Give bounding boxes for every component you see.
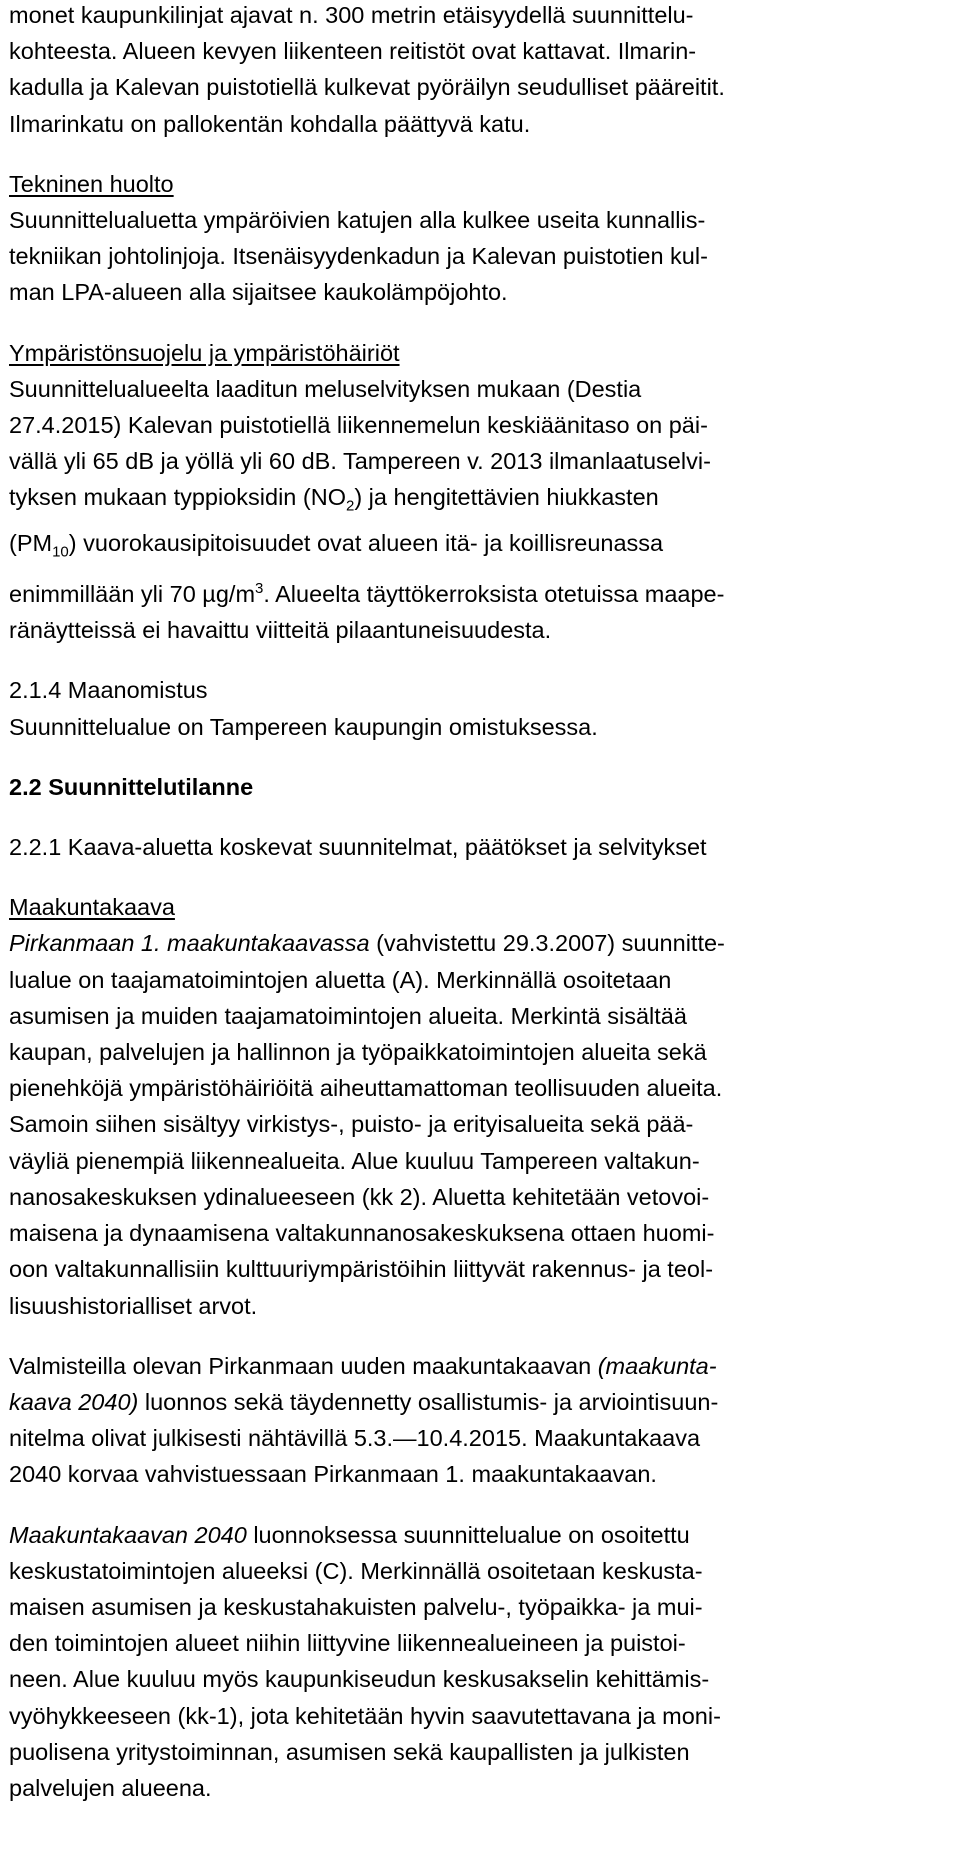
paragraph-line: kaupan, palvelujen ja hallinnon ja työpaikkatoimintojen alueita sekä bbox=[9, 1039, 707, 1066]
maanomistus-section bbox=[9, 672, 936, 744]
paragraph-line bbox=[9, 571, 936, 612]
paragraph-line: neen. Alue kuuluu myös kaupunkiseudun keskusakselin kehittämis- bbox=[9, 1666, 710, 1693]
text-run: (vahvistettu 29.3.2007) suunnitte- bbox=[369, 930, 725, 957]
paragraph-line: monet kaupunkilinjat ajavat n. 300 metrin etäisyydellä suunnittelu- bbox=[9, 2, 694, 28]
section-heading: Ympäristönsuojelu ja ympäristöhäiriöt bbox=[9, 339, 400, 366]
paragraph-line: Suunnittelualueelta laaditun meluselvityksen mukaan (Destia bbox=[9, 375, 642, 402]
paragraph-line: 2040 korvaa vahvistuessaan Pirkanmaan 1. maakuntakaavan. bbox=[9, 1461, 657, 1488]
paragraph-line: Suunnittelualuetta ympäröivien katujen alla kulkee useita kunnallis- bbox=[9, 207, 706, 234]
paragraph-line: maisena ja dynaamisena valtakunnanosakeskuksena ottaen huomi- bbox=[9, 1220, 715, 1247]
paragraph-line: ränäytteissä ei havaittu viitteitä pilaantuneisuudesta. bbox=[9, 617, 552, 644]
intro-paragraph bbox=[9, 0, 936, 142]
paragraph-line: kadulla ja Kalevan puistotiellä kulkevat pyöräilyn seudulliset pääreitit. bbox=[9, 74, 725, 101]
text-run: Valmisteilla olevan Pirkanmaan uuden maakuntakaavan bbox=[9, 1352, 598, 1379]
paragraph-line bbox=[9, 1517, 936, 1553]
paragraph-line: vällä yli 65 dB ja yöllä yli 60 dB. Tampereen v. 2013 ilmanlaatuselvi- bbox=[9, 448, 711, 475]
text-run: luonnoksessa suunnittelualue on osoitettu bbox=[246, 1521, 690, 1548]
paragraph-line: Samoin siihen sisältyy virkistys-, puisto- ja erityisalueita sekä pää- bbox=[9, 1111, 694, 1138]
italic-run: Maakuntakaavan 2040 bbox=[9, 1521, 247, 1548]
superscript: 3 bbox=[255, 580, 264, 598]
paragraph-line bbox=[9, 1384, 936, 1420]
paragraph-line: asumisen ja muiden taajamatoimintojen alueita. Merkintä sisältää bbox=[9, 1002, 687, 1029]
paragraph-line: puolisena yritystoiminnan, asumisen sekä kaupallisten ja julkisten bbox=[9, 1738, 690, 1765]
paragraph-line: vyöhykkeeseen (kk-1), jota kehitetään hyvin saavutettavana ja moni- bbox=[9, 1702, 721, 1729]
text-run: ) ja hengitettävien hiukkasten bbox=[354, 484, 659, 511]
text-run: tyksen mukaan typpioksidin (NO bbox=[9, 484, 346, 511]
paragraph-line: lisuushistorialliset arvot. bbox=[9, 1292, 258, 1319]
paragraph-line: tekniikan johtolinjoja. Itsenäisyydenkadun ja Kalevan puistotien kul- bbox=[9, 243, 708, 270]
section-heading: Maakuntakaava bbox=[9, 894, 175, 921]
valmisteilla-paragraph bbox=[9, 1348, 936, 1493]
text-run: luonnos sekä täydennetty osallistumis- ja arviointisuun- bbox=[138, 1388, 719, 1415]
paragraph-line: den toimintojen alueet niihin liittyvine liikennealueineen ja puistoi- bbox=[9, 1630, 686, 1657]
paragraph-line: pienehköjä ympäristöhäiriöitä aiheuttamattoman teollisuuden alueita. bbox=[9, 1075, 723, 1102]
chapter-heading: 2.2 Suunnittelutilanne bbox=[9, 773, 254, 800]
subscript: 2 bbox=[345, 498, 355, 516]
paragraph-line: Suunnittelualue on Tampereen kaupungin omistuksessa. bbox=[9, 713, 598, 740]
paragraph-line: keskustatoimintojen alueeksi (C). Merkinnällä osoitetaan keskusta- bbox=[9, 1557, 703, 1584]
paragraph-line: Ilmarinkatu on pallokentän kohdalla päättyvä katu. bbox=[9, 110, 531, 137]
text-run: enimmillään yli 70 µg/m bbox=[9, 581, 256, 608]
text-run: (PM bbox=[9, 530, 53, 557]
text-run: ) vuorokausipitoisuudet ovat alueen itä- ja koillisreunassa bbox=[68, 530, 664, 557]
paragraph-line: man LPA-alueen alla sijaitsee kaukolämpöjohto. bbox=[9, 279, 508, 306]
paragraph-line: 27.4.2015) Kalevan puistotiellä liikennemelun keskiäänitaso on päi- bbox=[9, 412, 708, 439]
text-run: . Alueelta täyttökerroksista otetuissa maape- bbox=[263, 581, 725, 608]
paragraph-line: kohteesta. Alueen kevyen liikenteen reitistöt ovat kattavat. Ilmarin- bbox=[9, 38, 697, 65]
paragraph-line: nitelma olivat julkisesti nähtävillä 5.3.—10.4.2015. Maakuntakaava bbox=[9, 1425, 701, 1452]
paragraph-line: nanosakeskuksen ydinalueeseen (kk 2). Aluetta kehitetään vetovoi- bbox=[9, 1183, 710, 1210]
paragraph-line bbox=[9, 925, 936, 961]
subsection-heading: 2.2.1 Kaava-aluetta koskevat suunnitelmat, päätökset ja selvitykset bbox=[9, 834, 707, 861]
paragraph-line bbox=[9, 525, 936, 571]
section-heading: 2.1.4 Maanomistus bbox=[9, 677, 208, 704]
paragraph-line: lualue on taajamatoimintojen aluetta (A). Merkinnällä osoitetaan bbox=[9, 966, 672, 993]
tekninen-huolto-section bbox=[9, 166, 936, 311]
italic-run: kaava 2040) bbox=[9, 1388, 139, 1415]
paragraph-line: väyliä pienempiä liikennealueita. Alue kuuluu Tampereen valtakun- bbox=[9, 1147, 700, 1174]
italic-run: (maakunta- bbox=[597, 1352, 717, 1379]
paragraph-line: palvelujen alueena. bbox=[9, 1774, 212, 1801]
paragraph-line: maisen asumisen ja keskustahakuisten palvelu-, työpaikka- ja mui- bbox=[9, 1593, 703, 1620]
ymparistonsuojelu-section bbox=[9, 335, 936, 649]
paragraph-line bbox=[9, 479, 936, 525]
paragraph-line: oon valtakunnallisiin kulttuuriympäristöihin liittyvät rakennus- ja teol- bbox=[9, 1256, 714, 1283]
subscript: 10 bbox=[52, 544, 69, 562]
luonnos-paragraph bbox=[9, 1517, 936, 1807]
section-heading: Tekninen huolto bbox=[9, 170, 174, 197]
maakuntakaava-section bbox=[9, 889, 936, 1323]
paragraph-line bbox=[9, 1348, 936, 1384]
italic-run: Pirkanmaan 1. maakuntakaavassa bbox=[9, 930, 370, 957]
